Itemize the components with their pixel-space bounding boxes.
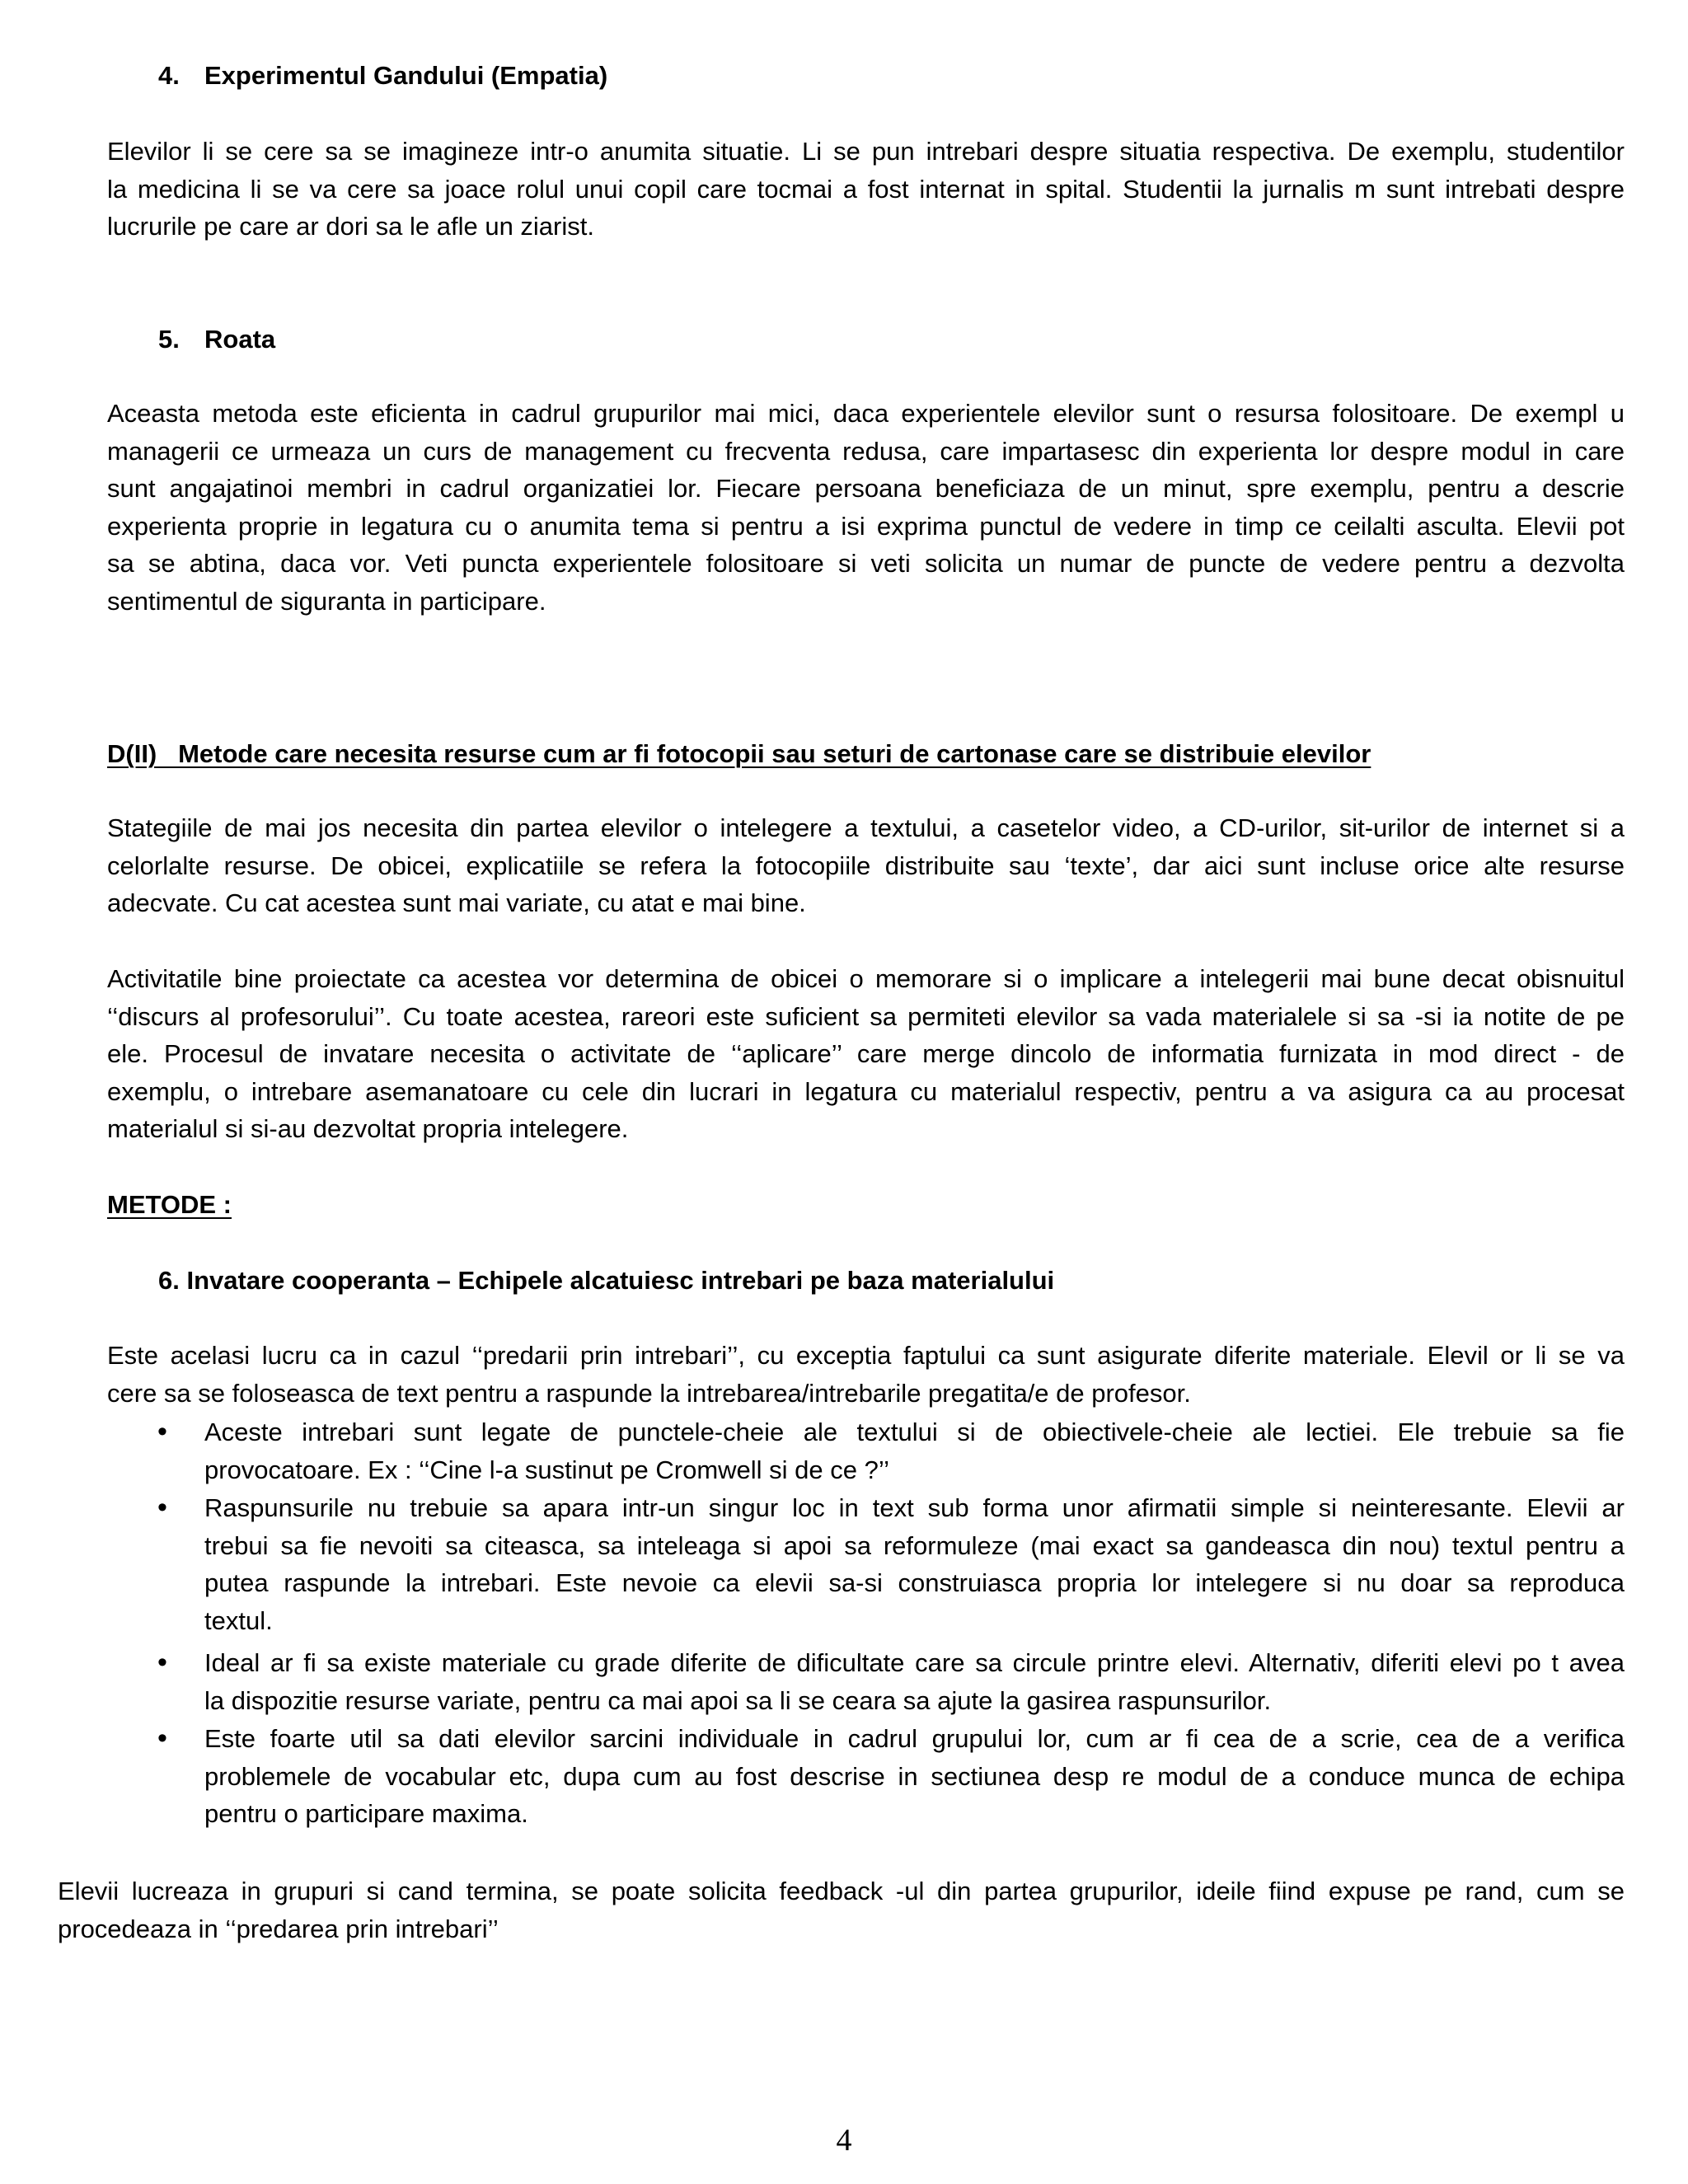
text-line: procedeaza in ‘‘predarea prin intrebari’’ xyxy=(58,1914,499,1943)
method-6-heading: 6. Invatare cooperanta – Echipele alcatuiesc intrebari pe baza materialului xyxy=(158,1266,1055,1295)
text-line: adecvate. Cu cat acestea sunt mai variate, cu atat e mai bine. xyxy=(107,888,806,917)
section-5-title: Roata xyxy=(204,325,276,354)
text-line: Ideal ar fi sa existe materiale cu grade diferite de dificultate care sa circule printre elevi. Alternativ, diferiti elevi po t avea xyxy=(204,1648,1625,1677)
part-d2-heading: D(II) Metode care necesita resurse cum ar fi fotocopii sau seturi de cartonase care se distribuie elevilor xyxy=(107,739,1372,768)
text-line: sentimentul de siguranta in participare. xyxy=(107,586,546,616)
text-line: Este foarte util sa dati elevilor sarcini individuale in cadrul grupului lor, cum ar fi cea de a scrie, cea de a verifica xyxy=(204,1724,1625,1753)
text-line: Stategiile de mai jos necesita din partea elevilor o intelegere a textului, a casetelor video, a CD-urilor, sit-urilor de internet si a xyxy=(107,813,1625,842)
text-line: sunt angajatinoi membri in cadrul organizatiei lor. Fiecare persoana beneficiaza de un minut, spre exemplu, pentru a descrie xyxy=(107,474,1625,503)
bullet-item xyxy=(157,1413,1625,1488)
text-line: materialul si si-au dezvoltat propria intelegere. xyxy=(107,1114,629,1143)
text-line: Aceste intrebari sunt legate de punctele-cheie ale textului si de obiectivele-cheie ale lectiei. Ele trebuie sa fie xyxy=(204,1418,1625,1446)
closing-paragraph xyxy=(58,1872,1625,1947)
part-d2-paragraph-1 xyxy=(107,809,1625,922)
bullet-dot: • xyxy=(157,1416,167,1447)
section-4-title: Experimentul Gandului (Empatia) xyxy=(204,61,608,90)
page-number: 4 xyxy=(836,2123,852,2158)
bullet-item xyxy=(157,1644,1625,1719)
text-line: pentru o participare maxima. xyxy=(204,1799,528,1828)
text-line: putea raspunde la intrebari. Este nevoie ca elevii sa-si construiasca propria lor intelegere si nu doar sa reproduca xyxy=(204,1568,1625,1597)
section-4-number: 4. xyxy=(158,61,180,90)
section-5-paragraph xyxy=(107,395,1625,620)
bullet-text xyxy=(204,1720,1625,1833)
text-line: la medicina li se va cere sa joace rolul unui copil care tocmai a fost internat in spital. Studentii la jurnalis m sunt intrebati despre xyxy=(107,174,1625,204)
text-line: sa se abtina, daca vor. Veti puncta experientele folositoare si veti solicita un numar de puncte de vedere pentru a dezvolta xyxy=(107,549,1625,578)
bullet-text xyxy=(204,1644,1625,1719)
bullet-text xyxy=(204,1413,1625,1488)
text-line: managerii ce urmeaza un curs de management cu frecventa redusa, care impartasesc din experienta lor despre modul in care xyxy=(107,436,1625,466)
method-6-intro xyxy=(107,1337,1625,1412)
bullet-dot: • xyxy=(157,1492,167,1523)
bullet-text xyxy=(204,1489,1625,1639)
text-line: la dispozitie resurse variate, pentru ca mai apoi sa li se ceara sa ajute la gasirea raspunsurilor. xyxy=(204,1685,1272,1715)
text-line: problemele de vocabular etc, dupa cum au fost descrise in sectiunea desp re modul de a conduce munca de echipa xyxy=(204,1761,1625,1791)
text-line: trebui sa fie nevoiti sa citeasca, sa inteleaga si apoi sa reformuleze (mai exact sa gandeasca din nou) textul pentru a xyxy=(204,1530,1625,1560)
text-line: Elevii lucreaza in grupuri si cand termina, se poate solicita feedback -ul din partea grupurilor, ideile fiind expuse pe rand, cum se xyxy=(58,1877,1625,1905)
text-line: Este acelasi lucru ca in cazul ‘‘predarii prin intrebari’’, cu exceptia faptului ca sunt asigurate diferite materiale. Elevil or li se va xyxy=(107,1341,1625,1370)
text-line: provocatoare. Ex : ‘‘Cine l-a sustinut pe Cromwell si de ce ?’’ xyxy=(204,1455,890,1484)
text-line: Elevilor li se cere sa se imagineze intr-o anumita situatie. Li se pun intrebari despre situatia respectiva. De exemplu, studentilor xyxy=(107,137,1625,166)
section-5-number: 5. xyxy=(158,325,180,354)
bullet-item xyxy=(157,1720,1625,1833)
part-d2-paragraph-2 xyxy=(107,960,1625,1148)
bullet-dot: • xyxy=(157,1722,167,1754)
text-line: ele. Procesul de invatare necesita o activitate de ‘‘aplicare’’ care merge dincolo de informatia furnizata in mod direct - de xyxy=(107,1039,1625,1068)
section-4-paragraph xyxy=(107,133,1625,246)
text-line: celorlalte resurse. De obicei, explicatiile se refera la fotocopiile distribuite sau ‘texte’, dar aici sunt incluse orice alte resurse xyxy=(107,851,1625,880)
text-line: Raspunsurile nu trebuie sa apara intr-un singur loc in text sub forma unor afirmatii simple si neinteresante. Elevii ar xyxy=(204,1493,1625,1522)
bullet-dot: • xyxy=(157,1647,167,1678)
text-line: ‘‘discurs al profesorului’’. Cu toate acestea, rareori este suficient sa permiteti elevilor sa vada materialele si sa -si ia notite de pe xyxy=(107,1001,1625,1031)
text-line: exemplu, o intrebare asemanatoare cu cele din lucrari in legatura cu materialul respectiv, pentru a va asigura ca au procesat xyxy=(107,1076,1625,1106)
text-line: textul. xyxy=(204,1605,273,1635)
text-line: Activitatile bine proiectate ca acestea vor determina de obicei o memorare si o implicare a intelegerii mai bune decat obisnuitul xyxy=(107,964,1625,993)
bullet-item xyxy=(157,1489,1625,1639)
text-line: cere sa se foloseasca de text pentru a raspunde la intrebarea/intrebarile pregatita/e de profesor. xyxy=(107,1378,1191,1408)
text-line: experienta proprie in legatura cu o anumita tema si pentru a isi exprima punctul de vedere in timp ce ceilalti asculta. Elevii pot xyxy=(107,511,1625,541)
text-line: Aceasta metoda este eficienta in cadrul grupurilor mai mici, daca experientele elevilor sunt o resursa folositoare. De exempl u xyxy=(107,399,1625,428)
metode-heading: METODE : xyxy=(107,1190,232,1219)
text-line: lucrurile pe care ar dori sa le afle un ziarist. xyxy=(107,212,594,241)
